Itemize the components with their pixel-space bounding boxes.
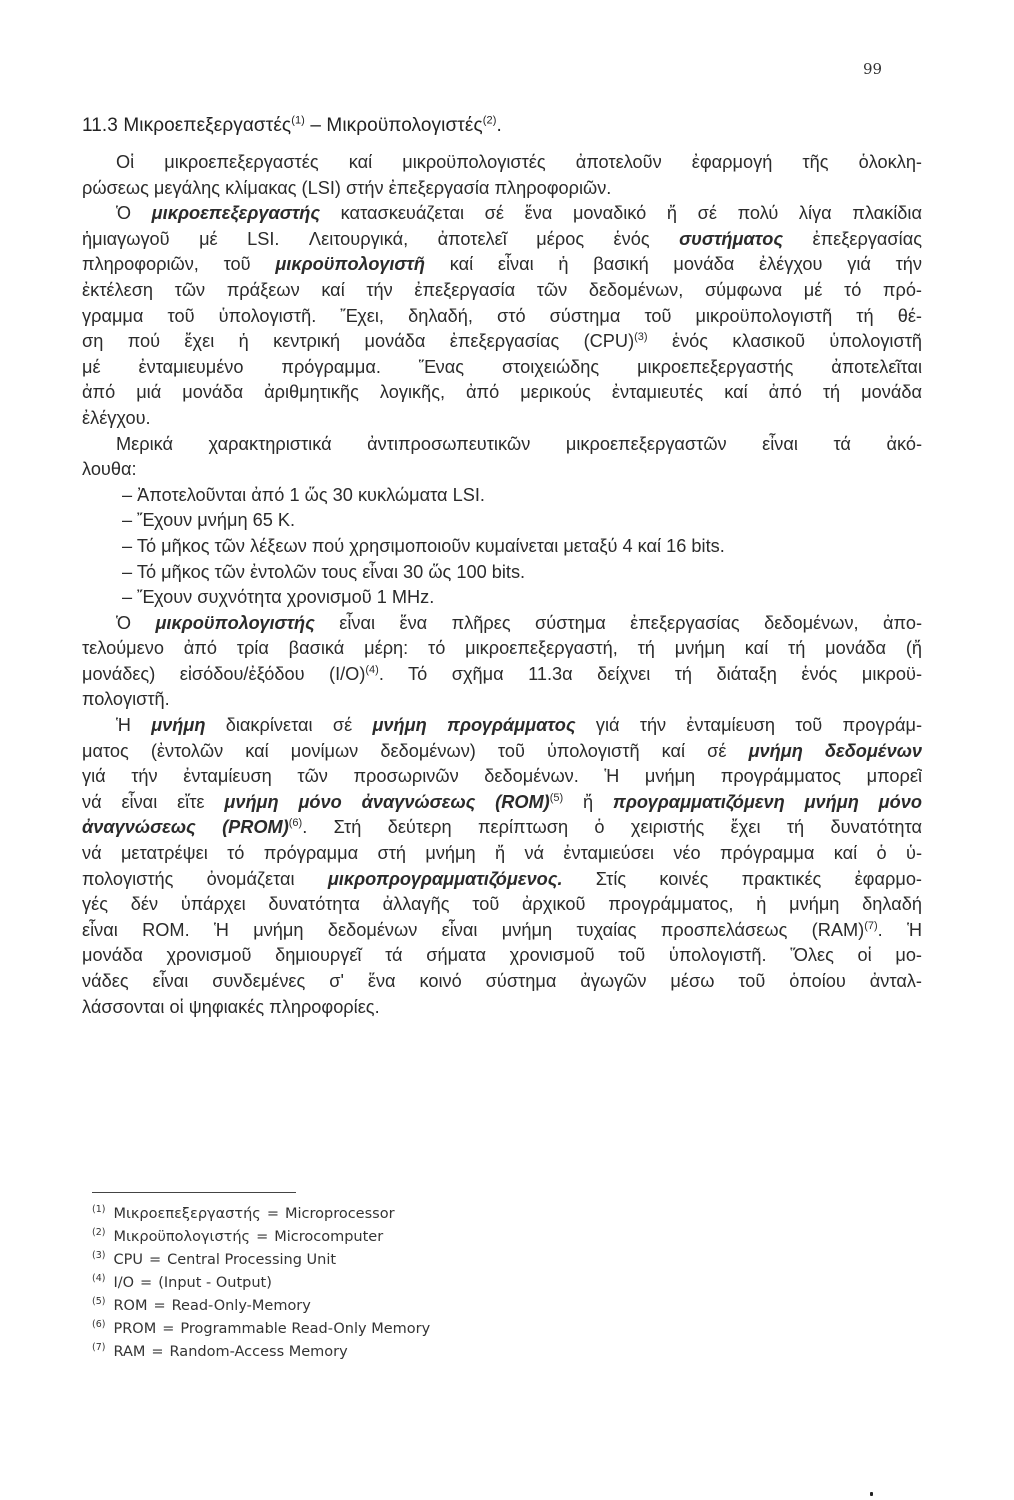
text-line: ρώσεως μεγάλης κλίμακας (LSI) στήν ἐπεξεργασία πληροφοριῶν.: [82, 177, 612, 198]
section-heading: [82, 115, 502, 137]
footnote-ref-6: (6): [288, 817, 303, 830]
text-line: [82, 201, 922, 227]
equals-sign: =: [151, 1344, 164, 1360]
text-line: ἀπό μιά μονάδα ἀριθμητικῆς λογικῆς, ἀπό μερικούς ἐνταμιευτές καί ἀπό τή μονάδα: [82, 382, 922, 403]
equals-sign: =: [153, 1298, 166, 1314]
text-span: πληροφοριῶν, τοῦ: [82, 254, 276, 275]
list-item: – Ἔχουν συχνότητα χρονισμοῦ 1 MHz.: [122, 587, 435, 608]
emphasis-term: μνήμη δεδομένων: [748, 740, 922, 761]
title-dash: –: [310, 115, 321, 136]
footnote-term: RAM: [113, 1344, 146, 1360]
footnote-mark: (1): [92, 1204, 106, 1216]
section-title-part1: Μικροεπεξεργαστές: [123, 115, 292, 136]
equals-sign: =: [162, 1321, 175, 1337]
list-item: – Τό μῆκος τῶν ἐντολῶν τους εἶναι 30 ὥς 100 bits.: [122, 561, 526, 582]
footnote-ref-4: (4): [365, 663, 379, 676]
text-line: πολογιστῆ.: [82, 689, 170, 710]
footnote-mark: (3): [92, 1250, 106, 1262]
text-span: ση πού ἔχει ἡ κεντρική μονάδα ἐπεξεργασίας (CPU): [82, 331, 635, 352]
text-span: Ὁ: [116, 612, 156, 633]
footnote: [92, 1318, 430, 1341]
text-line: Οἱ μικροεπεξεργαστές καί μικροϋπολογιστές ἀποτελοῦν ἐφαρμογή τῆς ὁλοκλη-: [116, 152, 922, 172]
text-span: Ὁ: [116, 203, 152, 224]
title-period: .: [496, 115, 502, 136]
footnote-ref-7: (7): [864, 919, 878, 932]
equals-sign: =: [266, 1206, 279, 1222]
text-line: [82, 662, 922, 688]
text-span: μονάδες) εἰσόδου/ἐξόδου (I/O): [82, 663, 366, 684]
footnote-definition: Microcomputer: [274, 1229, 384, 1245]
text-span: γιά τήν ἐνταμίευση τοῦ προγράμ-: [575, 715, 922, 736]
footnote-term: ROM: [113, 1298, 148, 1314]
text-span: καί εἶναι ἡ βασική μονάδα ἐλέγχου γιά τήν: [424, 254, 922, 275]
text-span: ἤ: [563, 791, 613, 812]
text-line: μονάδα χρονισμοῦ δημιουργεῖ τά σήματα χρονισμοῦ τοῦ ὑπολογιστῆ. Ὅλες οἱ μο-: [82, 945, 922, 966]
scan-speck: [870, 1492, 873, 1496]
footnote: [92, 1295, 430, 1318]
emphasis-term: μικροεπεξεργαστής: [151, 203, 321, 224]
text-line: [82, 790, 922, 816]
footnote: [92, 1272, 430, 1295]
footnote-definition: Programmable Read-Only Memory: [180, 1321, 431, 1337]
emphasis-term: συστήματος: [679, 228, 783, 249]
footnote-mark: (4): [92, 1273, 106, 1285]
footnote-ref-3: (3): [634, 331, 648, 344]
footnote-definition: Read-Only-Memory: [171, 1298, 311, 1314]
text-line: [82, 252, 922, 278]
emphasis-term: μνήμη: [151, 715, 206, 736]
list-item: – Ἔχουν μνήμη 65 K.: [122, 510, 296, 531]
equals-sign: =: [148, 1252, 162, 1268]
text-line: [82, 713, 922, 739]
text-line: νάδες εἶναι συνδεμένες σ' ἕνα κοινό σύστημα ἀγωγῶν μέσω τοῦ ὁποίου ἀνταλ-: [82, 971, 922, 991]
text-span: . Τό σχῆμα 11.3α δείχνει τή διάταξη ἑνός μικροϋ-: [378, 663, 922, 684]
footnote-term: PROM: [113, 1321, 157, 1337]
footnote-term: Μικροεπεξεργαστής: [113, 1206, 261, 1222]
text-span: . Στή δεύτερη περίπτωση ὁ χειριστής ἔχει τή δυνατότητα: [302, 817, 922, 838]
section-title-part2: Μικροϋπολογιστές: [326, 115, 483, 136]
text-line: τελούμενο ἀπό τρία βασικά μέρη: τό μικροεπεξεργαστή, τή μνήμη καί τή μονάδα (ἤ: [82, 638, 922, 659]
footnote-mark: (5): [92, 1296, 106, 1308]
text-line: νά μετατρέψει τό πρόγραμμα στή μνήμη ἤ νά ἐνταμιεύσει νέο πρόγραμμα καί ὁ ὑ-: [82, 843, 922, 864]
text-span: εἶναι ἕνα πλῆρες σύστημα ἐπεξεργασίας δεδομένων, ἀπο-: [314, 612, 922, 633]
text-line: λάσσονται οἱ ψηφιακές πληροφορίες.: [82, 996, 380, 1017]
paragraph-4: [82, 611, 922, 713]
footnote-term: Μικροϋπολογιστής: [113, 1229, 251, 1245]
text-span: ματος (ἐντολῶν καί μονίμων δεδομένων) τοῦ ὑπολογιστῆ καί σέ: [82, 740, 749, 761]
text-span: Ἡ: [116, 715, 152, 736]
paragraph-1: [82, 150, 922, 201]
list-item: – Ἀποτελοῦνται ἀπό 1 ὥς 30 κυκλώματα LSI.: [122, 484, 485, 505]
text-span: διακρίνεται σέ: [205, 715, 373, 736]
footnote-mark: (7): [92, 1342, 106, 1354]
body-text: [82, 150, 922, 1020]
footnote-ref-5: (5): [549, 791, 564, 804]
emphasis-term: μικροϋπολογιστῆ: [275, 254, 425, 275]
text-line: γές δέν ὑπάρχει δυνατότητα ἀλλαγῆς τοῦ ἀρχικοῦ προγράμματος, ἡ μνήμη δηλαδή: [82, 894, 922, 915]
footnote-definition: Random-Access Memory: [169, 1344, 348, 1360]
footnote: [92, 1341, 430, 1364]
footnote-ref-1: (1): [291, 114, 305, 127]
text-span: ἡμιαγωγοῦ μέ LSI. Λειτουργικά, ἀποτελεῖ μέρος ἑνός: [82, 228, 680, 249]
text-line: γιά τήν ἐνταμίευση τῶν προσωρινῶν δεδομένων. Ἡ μνήμη προγράμματος μπορεῖ: [82, 766, 922, 787]
footnote-mark: (6): [92, 1319, 106, 1331]
emphasis-term: μνήμη μόνο ἀναγνώσεως (ROM): [224, 791, 550, 812]
text-line: γραμμα τοῦ ὑπολογιστῆ. Ἔχει, δηλαδή, στό σύστημα τοῦ μικροϋπολογιστῆ τή θέ-: [82, 305, 922, 326]
text-span: ἑνός κλασικοῦ ὑπολογιστῆ: [647, 331, 922, 352]
text-span: νά εἶναι εἴτε: [82, 791, 225, 812]
emphasis-term: ἀναγνώσεως (PROM): [82, 817, 289, 838]
emphasis-term: μικροπρογραμματιζόμενος.: [327, 868, 563, 889]
text-span: Στίς κοινές πρακτικές ἐφαρμο-: [562, 868, 922, 889]
text-line: ἐκτέλεση τῶν πράξεων καί τήν ἐπεξεργασία τῶν δεδομένων, σύμφωνα μέ τό πρό-: [82, 279, 922, 300]
footnote: [92, 1226, 430, 1249]
text-span: . Ἡ: [877, 919, 922, 940]
emphasis-term: προγραμματιζόμενη μνήμη μόνο: [612, 791, 922, 812]
list-item: – Τό μῆκος τῶν λέξεων πού χρησιμοποιοῦν κυμαίνεται μεταξύ 4 καί 16 bits.: [122, 535, 725, 556]
footnote-divider: [92, 1192, 296, 1193]
paragraph-2: [82, 201, 922, 431]
footnote-term: I/O: [113, 1275, 135, 1291]
footnotes: [92, 1203, 430, 1364]
footnote-term: CPU: [113, 1252, 143, 1268]
text-line: [82, 815, 922, 841]
text-line: λουθα:: [82, 459, 137, 480]
emphasis-term: μνήμη προγράμματος: [372, 715, 576, 736]
text-span: ἐπεξεργασίας: [783, 228, 922, 249]
equals-sign: =: [256, 1229, 269, 1245]
page-number: 99: [863, 60, 883, 78]
text-line: [82, 227, 922, 253]
footnote-definition: (Input - Output): [158, 1275, 272, 1291]
characteristics-list: [82, 483, 922, 611]
paragraph-5: [82, 713, 922, 1020]
text-span: εἶναι ROM. Ἡ μνήμη δεδομένων εἶναι μνήμη τυχαίας προσπελάσεως (RAM): [82, 919, 865, 940]
text-line: [82, 611, 922, 637]
paragraph-3: [82, 432, 922, 483]
text-line: [82, 329, 922, 355]
text-line: [82, 918, 922, 944]
footnote: [92, 1249, 430, 1272]
footnote: [92, 1203, 430, 1226]
equals-sign: =: [140, 1275, 153, 1291]
text-line: Μερικά χαρακτηριστικά ἀντιπροσωπευτικῶν μικροεπεξεργαστῶν εἶναι τά ἀκό-: [116, 433, 922, 454]
text-span: κατασκευάζεται σέ ἕνα μοναδικό ἤ σέ πολύ λίγα πλακίδια: [320, 203, 922, 224]
text-span: πολογιστής ὀνομάζεται: [82, 868, 328, 889]
footnote-definition: Central Processing Unit: [167, 1252, 337, 1268]
footnote-definition: Microprocessor: [284, 1206, 395, 1222]
text-line: [82, 867, 922, 893]
section-number: 11.3: [82, 115, 118, 136]
footnote-mark: (2): [92, 1227, 106, 1239]
text-line: μέ ἐνταμιευμένο πρόγραμμα. Ἕνας στοιχειώδης μικροεπεξεργαστής ἀποτελεῖται: [82, 356, 922, 377]
text-line: ἐλέγχου.: [82, 407, 151, 428]
footnote-ref-2: (2): [482, 114, 497, 127]
text-line: [82, 739, 922, 765]
emphasis-term: μικροϋπολογιστής: [155, 612, 315, 633]
